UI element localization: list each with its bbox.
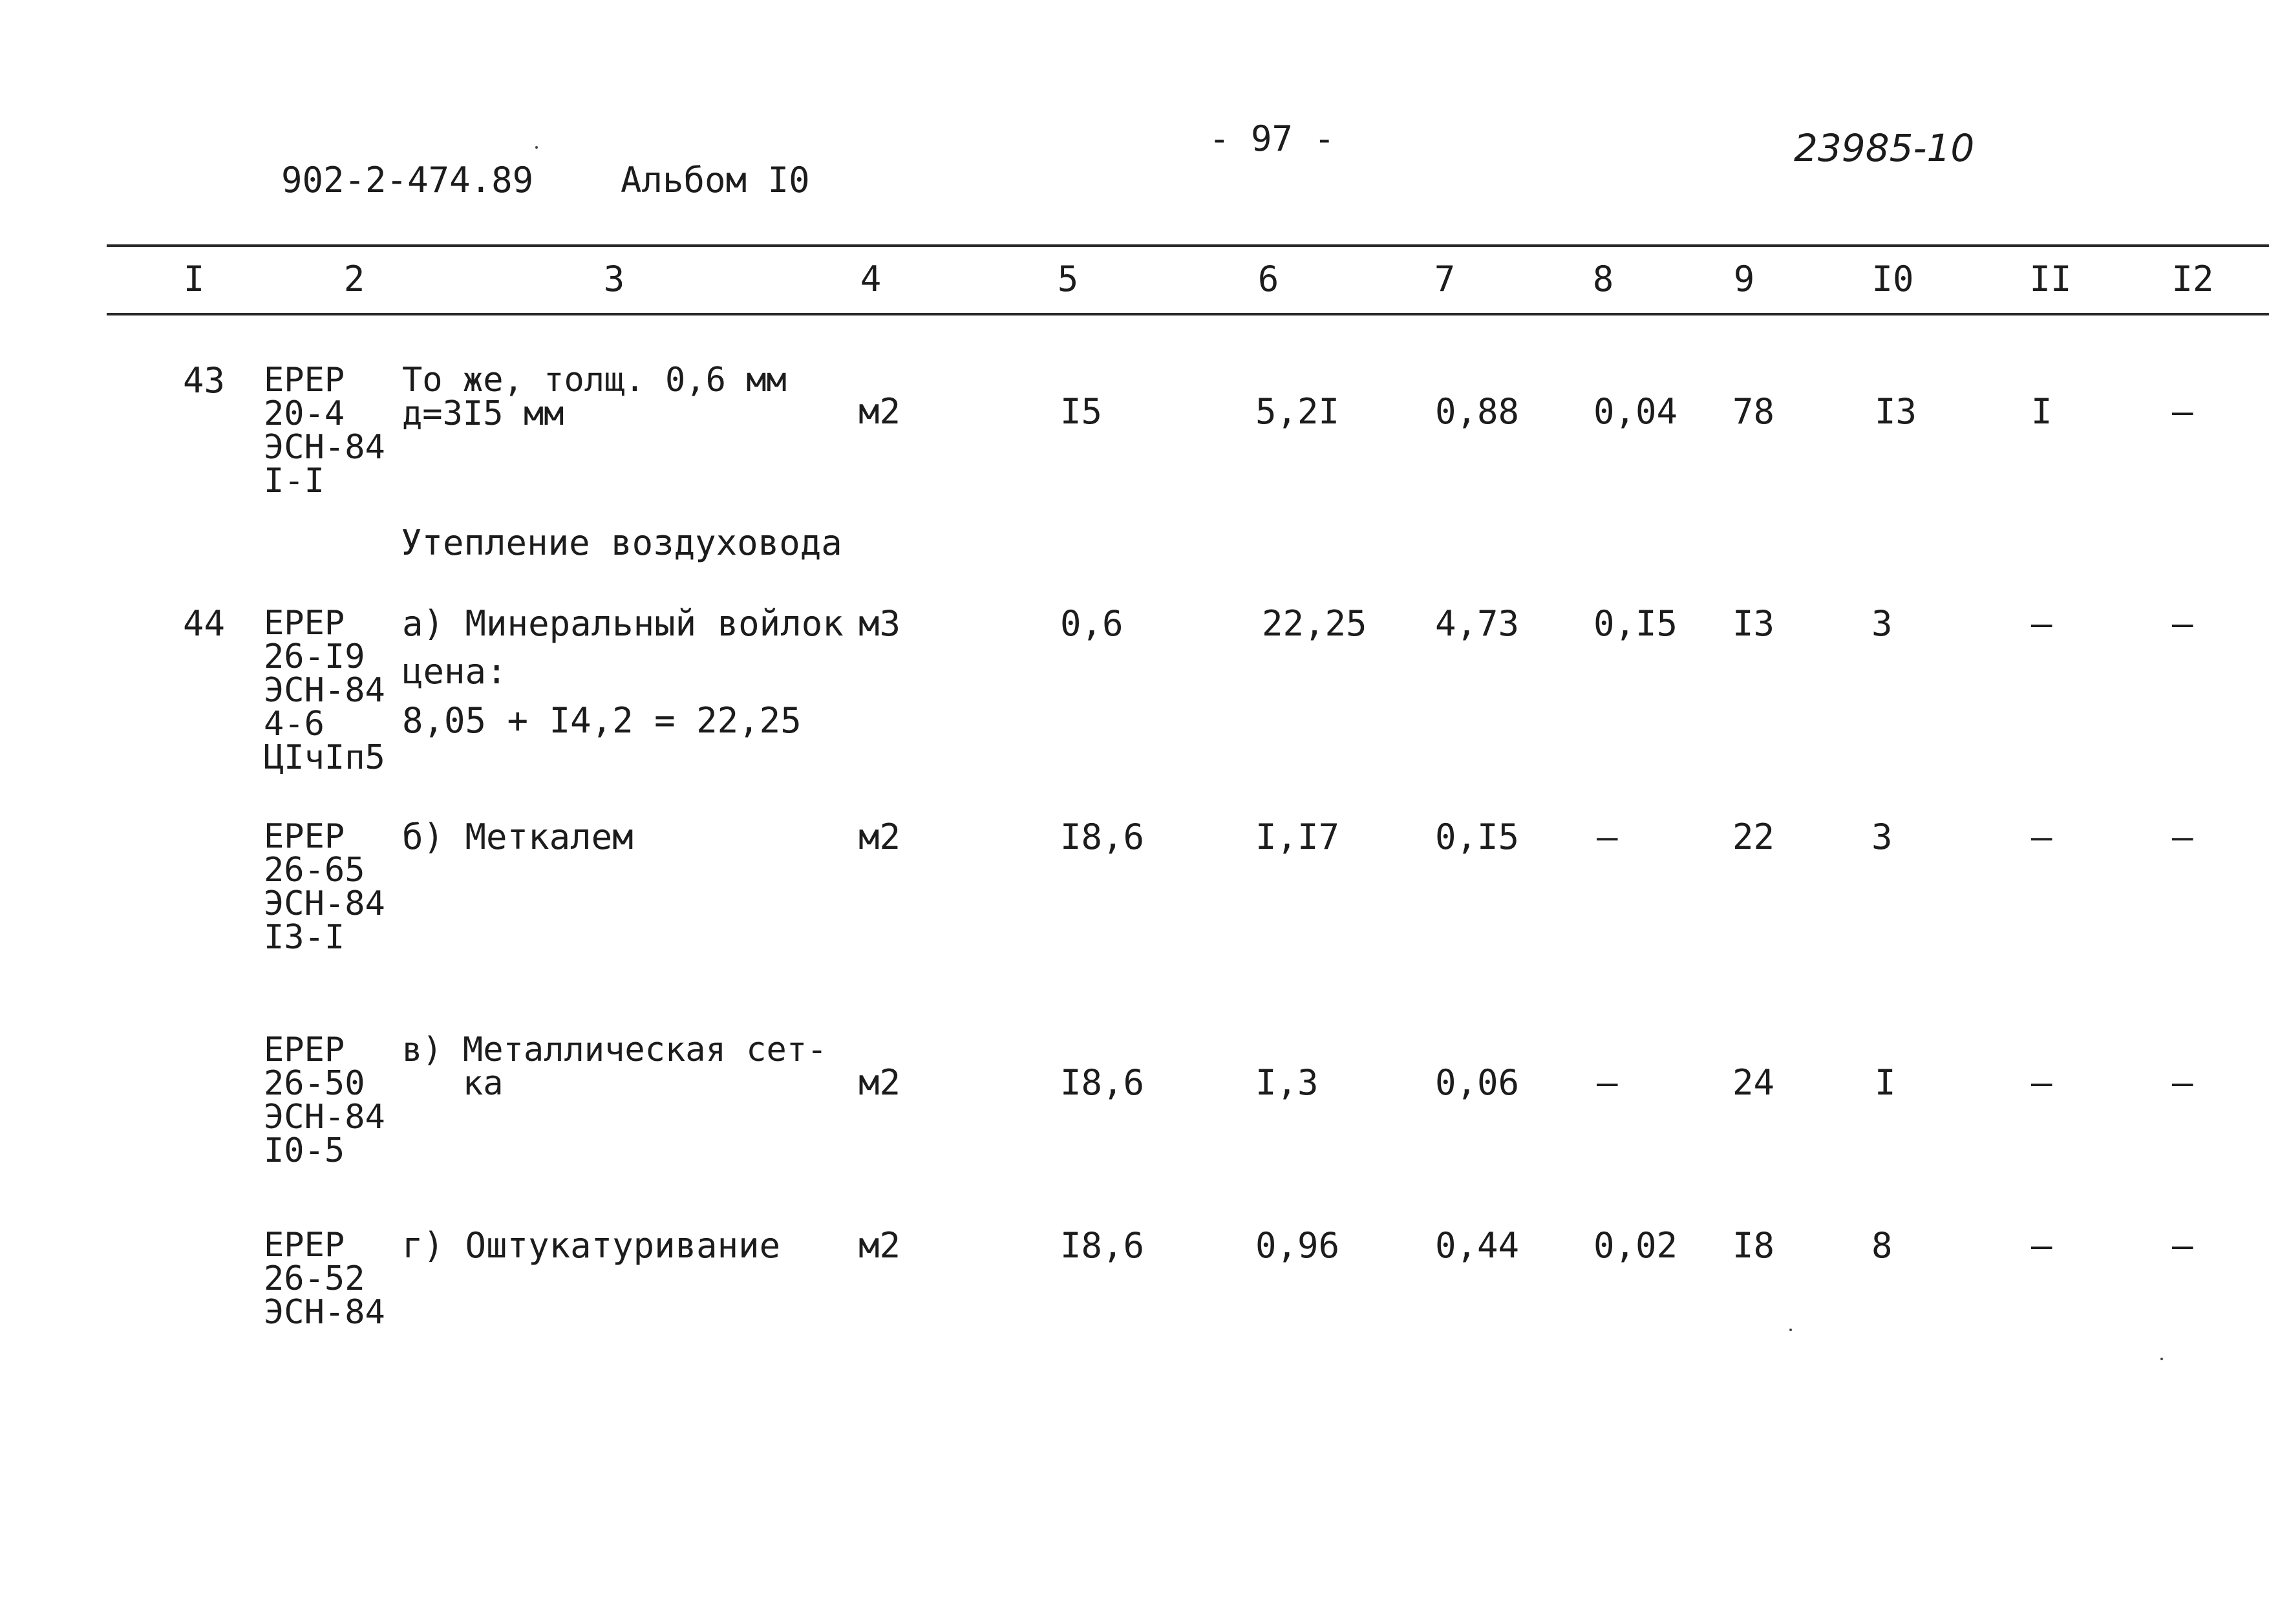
estimate-code: ЕРЕР 20-4 ЭСН-84 I-I [264,361,385,500]
column-header: 6 [1257,259,1279,299]
cell-c11: – [2031,1225,2052,1266]
cell-c9: 22 [1732,817,1775,857]
cell-c6: I,3 [1255,1062,1319,1103]
column-header: 2 [343,259,365,299]
cell-c6: 22,25 [1262,603,1367,644]
cell-c12: – [2172,1062,2193,1103]
cell-c9: 78 [1732,391,1775,432]
cell-c6: 0,96 [1255,1225,1340,1266]
document-code: 902-2-474.89 [281,160,534,200]
scan-speck [535,146,538,149]
table-top-rule [107,244,2269,247]
cell-c8: 0,I5 [1593,603,1678,644]
column-header: 5 [1057,259,1079,299]
cell-c7: 0,I5 [1435,817,1520,857]
cell-c11: I [2031,391,2052,432]
work-description: б) Меткалем [402,817,634,857]
cell-c11: – [2031,603,2052,644]
section-heading: Утепление воздуховода [401,522,842,563]
column-header: I [183,259,205,299]
row-number: 43 [183,360,226,401]
cell-c7: 0,06 [1435,1062,1520,1103]
column-header: 9 [1733,259,1755,299]
cell-quantity: I8,6 [1060,817,1145,857]
cell-c9: 24 [1732,1062,1775,1103]
column-header: 4 [860,259,882,299]
cell-quantity: 0,6 [1060,603,1124,644]
cell-c12: – [2172,1225,2193,1266]
cell-c12: – [2172,391,2193,432]
work-description: а) Минеральный войлок [402,603,844,644]
cell-c10: I3 [1875,391,1917,432]
estimate-code: ЕРЕР 26-65 ЭСН-84 I3-I [264,817,385,957]
cell-c11: – [2031,817,2052,857]
page-number: - 97 - [1209,118,1336,159]
unit-cell: м2 [858,817,901,857]
cell-c10: I [1875,1062,1896,1103]
cell-c10: 3 [1871,817,1893,857]
cell-c10: 3 [1871,603,1893,644]
table-header-rule [107,313,2269,315]
cell-quantity: I5 [1060,391,1103,432]
cell-c8: – [1597,817,1618,857]
estimate-code: ЕРЕР 26-I9 ЭСН-84 4-6 ЦIчIп5 [264,604,385,777]
column-header: 3 [603,259,625,299]
column-header: 8 [1592,259,1614,299]
cell-c12: – [2172,603,2193,644]
column-header: 7 [1434,259,1456,299]
estimate-code: ЕРЕР 26-50 ЭСН-84 I0-5 [264,1031,385,1170]
album-label: Альбом I0 [621,160,810,200]
cell-c6: 5,2I [1255,391,1340,432]
work-description: То же, толщ. 0,6 мм д=3I5 мм [402,361,787,433]
row-number: 44 [183,603,226,644]
work-description: в) Металлическая сет- ка [402,1031,827,1103]
work-description: г) Оштукатуривание [402,1225,781,1266]
cell-c6: I,I7 [1255,817,1340,857]
cell-c10: 8 [1871,1225,1893,1266]
unit-cell: м2 [858,1062,901,1103]
cell-c8: 0,04 [1593,391,1678,432]
price-note-label: цена: [402,651,507,692]
price-note-formula: 8,05 + I4,2 = 22,25 [402,700,802,741]
cell-c11: – [2031,1062,2052,1103]
cell-c7: 0,44 [1435,1225,1520,1266]
cell-c12: – [2172,817,2193,857]
sheet-number: 23985-10 [1794,126,1975,170]
cell-c8: – [1597,1062,1618,1103]
column-header: II [2029,259,2072,299]
column-header: I0 [1871,259,1914,299]
cell-quantity: I8,6 [1060,1062,1145,1103]
cell-c9: I3 [1732,603,1775,644]
cell-c8: 0,02 [1593,1225,1678,1266]
cell-c7: 4,73 [1435,603,1520,644]
scan-speck [2160,1358,2163,1360]
cell-c7: 0,88 [1435,391,1520,432]
cell-c9: I8 [1732,1225,1775,1266]
unit-cell: м3 [858,603,901,644]
unit-cell: м2 [858,1225,901,1266]
unit-cell: м2 [858,391,901,432]
scan-speck [1789,1329,1792,1331]
estimate-code: ЕРЕР 26-52 ЭСН-84 [264,1226,385,1332]
column-header: I2 [2171,259,2214,299]
cell-quantity: I8,6 [1060,1225,1145,1266]
